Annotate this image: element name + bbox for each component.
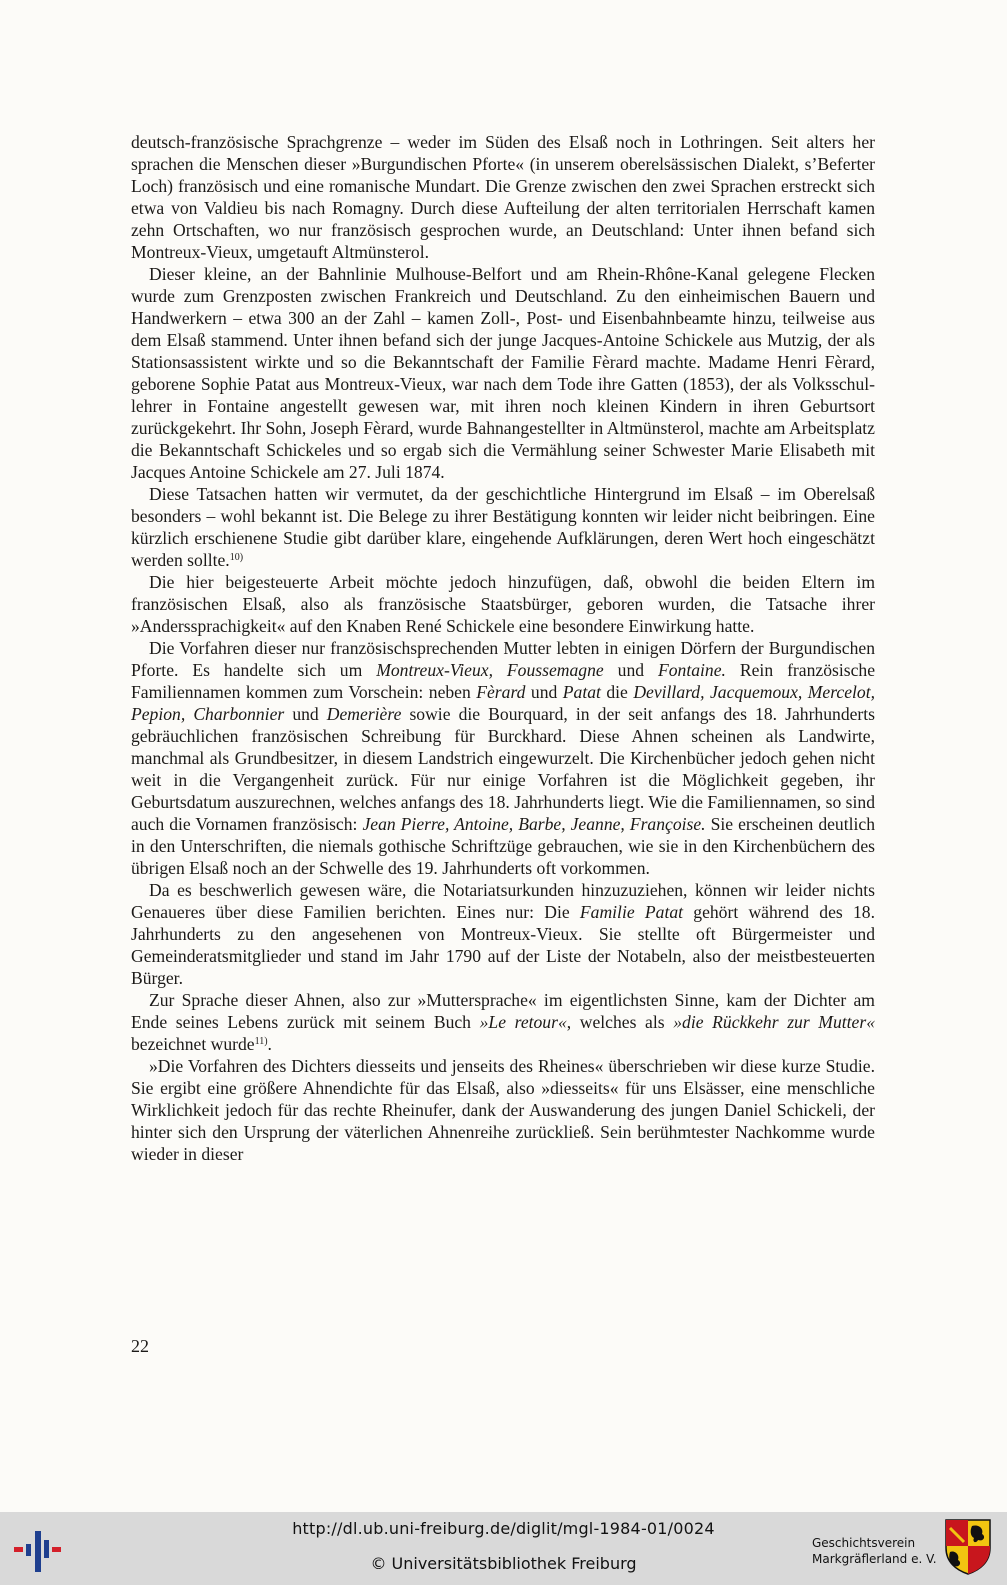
text-run: Zur Sprache dieser Ahnen, also zur »Muttersprache« im eigentlichsten Sinne, kam der Dichter am Ende seines Lebens zurück mit seinem Buch xyxy=(131,990,875,1032)
paragraph xyxy=(131,879,875,989)
text-run: Die hier beigesteuerte Arbeit möchte jedoch hinzufügen, daß, obwohl die beiden Eltern im französischen Elsaß, also als französische Staatsbürger, geboren wurden, die Tatsache ihrer »Anderssprachigkeit« auf den Knaben René Schickele eine besondere Einwirkung hatte. xyxy=(131,572,875,636)
text-run: »Die Vorfahren des Dichters diesseits und jenseits des Rheines« überschrieben wir diese kurze Studie. Sie ergibt eine größere Ahnendichte für das Elsaß, also »diesseits« für uns Elsässer, eine menschliche Wirklichkeit jedoch für das rechte Rheinufer, dank der Auswanderung des jungen Daniel Schickeli, der hinter sich den Ursprung der väterlichen Ahnenreihe zurückließ. Sein berühmtester Nachkomme wurde wieder in dieser xyxy=(131,1056,875,1164)
society-name[interactable] xyxy=(812,1535,937,1567)
text-run: Diese Tatsachen hatten wir vermutet, da der geschichtliche Hintergrund im Elsaß – im Oberelsaß besonders – wohl bekannt ist. Die Belege zu ihrer Bestätigung konnten wir leider nicht beibringen. Eine kürzlich erschienene Studie gibt darüber klare, eingehende Aufklärungen, deren Wert hoch eingeschätzt werden sollte. xyxy=(131,484,875,570)
paragraph xyxy=(131,483,875,571)
italic-text: »Le retour« xyxy=(479,1012,567,1032)
viewer-footer xyxy=(0,1512,1007,1585)
society-name-line1: Geschichtsverein xyxy=(812,1536,916,1550)
body-text xyxy=(131,131,875,1165)
italic-text: Familie Patat xyxy=(579,902,684,922)
paragraph xyxy=(131,571,875,637)
italic-text: Demerière xyxy=(326,704,402,724)
text-run: sowie die Bourquard, in der seit anfangs des 18. Jahrhunderts gebräuchlichen französischen Schreibung für Burckhard. Diese Ahnen scheinen als Landwirte, manchmal als Grundbesitzer, in diesem Landstrich eingewurzelt. Die Kirchenbücher jedoch gehen nicht weit in die Vergangenheit zurück. Für nur einige Vorfahren ist die Möglichkeit gegeben, ihr Geburtsdatum auszurechnen, welches anfangs des 18. Jahrhunderts liegt. Wie die Familiennamen, so sind auch die Vornamen französisch: xyxy=(131,704,876,834)
footnote-reference: 11) xyxy=(254,1036,268,1047)
paragraph xyxy=(131,637,875,879)
document-url-link[interactable]: http://dl.ub.uni-freiburg.de/diglit/mgl-1984-01/0024 xyxy=(292,1519,715,1538)
society-name-line2: Markgräflerland e. V. xyxy=(812,1552,937,1566)
page-number: 22 xyxy=(131,1336,149,1356)
text-run: Sie erscheinen deutlich in den Unterschriften, die niemals gothische Schriftzüge gebrauchen, wie sie in den Kirchenbüchern des übrigen Elsaß noch an der Schwelle des 19. Jahrhunderts oft vorkommen. xyxy=(131,814,875,878)
italic-text: »die Rückkehr zur Mutter« xyxy=(673,1012,875,1032)
italic-text: Montreux-Vieux, Foussemagne xyxy=(376,660,604,680)
italic-text: Patat xyxy=(562,682,601,702)
italic-text: Fèrard xyxy=(476,682,526,702)
coat-of-arms-icon xyxy=(944,1518,992,1576)
text-run: . xyxy=(267,1034,272,1054)
text-run: Da es beschwerlich gewesen wäre, die Notariatsurkunden hinzuzuziehen, können wir leider nichts Genaueres über diese Familien berichten. Eines nur: Die xyxy=(131,880,875,922)
paragraph xyxy=(131,263,875,483)
text-run: Dieser kleine, an der Bahnlinie Mulhouse-Belfort und am Rhein-Rhône-Kanal gelegene Flecken wurde zum Grenzposten zwischen Frankreich und Deutschland. Zu den einheimischen Bauern und Handwerkern – etwa 300 an der Zahl – kamen Zoll-, Post- und Eisenbahnbeamte hinzu, teilweise aus dem Elsaß stammend. Unter ihnen befand sich der junge Jacques-Antoine Schickele aus Mutzig, der als Stationsassistent wirkte und so die Bekanntschaft der Familie Fèrard machte. Madame Henri Fèrard, geborene Sophie Patat aus Montreux-Vieux, war nach dem Tode ihre Gatten (1853), der als Volksschullehrer in Fontaine angestellt gewesen war, mit ihren noch kleinen Kindern in ihren Geburtsort zurückgekehrt. Ihr Sohn, Joseph Fèrard, wurde Bahnangestellter in Altmünsterol, machte am Arbeitsplatz die Bekanntschaft Schickeles und so ergab sich die Vermählung seiner Schwester Marie Elisabeth mit Jacques Antoine Schickele am 27. Juli 1874. xyxy=(131,264,875,482)
paragraph xyxy=(131,989,875,1055)
text-run: Die Vorfahren dieser nur französischsprechenden Mutter lebten in einigen Dörfern der Burgundischen Pforte. Es handelte sich um xyxy=(131,638,875,680)
text-run: und xyxy=(525,682,563,702)
text-run: , welches als xyxy=(566,1012,674,1032)
text-run: deutsch-französische Sprachgrenze – weder im Süden des Elsaß noch in Lothringen. Seit alters her sprachen die Menschen dieser »Burgundischen Pforte« (in unserem oberelsässischen Dialekt, s’Beferter Loch) französisch und eine romanische Mundart. Die Grenze zwischen den zwei Sprachen erstreckt sich etwa von Valdieu bis nach Romagny. Durch diese Aufteilung der alten territorialen Herrschaft kamen zehn Ortschaften, wo nur französisch gesprochen wurde, an Deutschland: Unter ihnen befand sich Montreux-Vieux, umgetauft Altmünsterol. xyxy=(131,132,875,262)
copyright-text: © Universitätsbibliothek Freiburg xyxy=(370,1554,637,1573)
paragraph xyxy=(131,131,875,263)
italic-text: Fontaine. xyxy=(658,660,726,680)
footnote-reference: 10) xyxy=(229,552,244,563)
paragraph xyxy=(131,1055,875,1165)
text-run: die xyxy=(600,682,634,702)
text-run: Rein französische Familiennamen kommen zum Vorschein: neben xyxy=(131,660,875,702)
text-run: und xyxy=(284,704,327,724)
italic-text: Devillard, Jacquemoux, Mercelot, Pepion, Charbonnier xyxy=(131,682,876,724)
text-run: gehört während des 18. Jahrhunderts zu den angesehenen von Montreux-Vieux. Sie stellte oft Bürgermeister und Gemeinderatsmitglieder und stand im Jahr 1790 auf der Liste der Notabeln, also der meistbesteuerten Bürger. xyxy=(131,902,875,988)
text-run: bezeichnet wurde xyxy=(131,1034,255,1054)
italic-text: Jean Pierre, Antoine, Barbe, Jeanne, Françoise. xyxy=(362,814,706,834)
text-run: und xyxy=(603,660,658,680)
